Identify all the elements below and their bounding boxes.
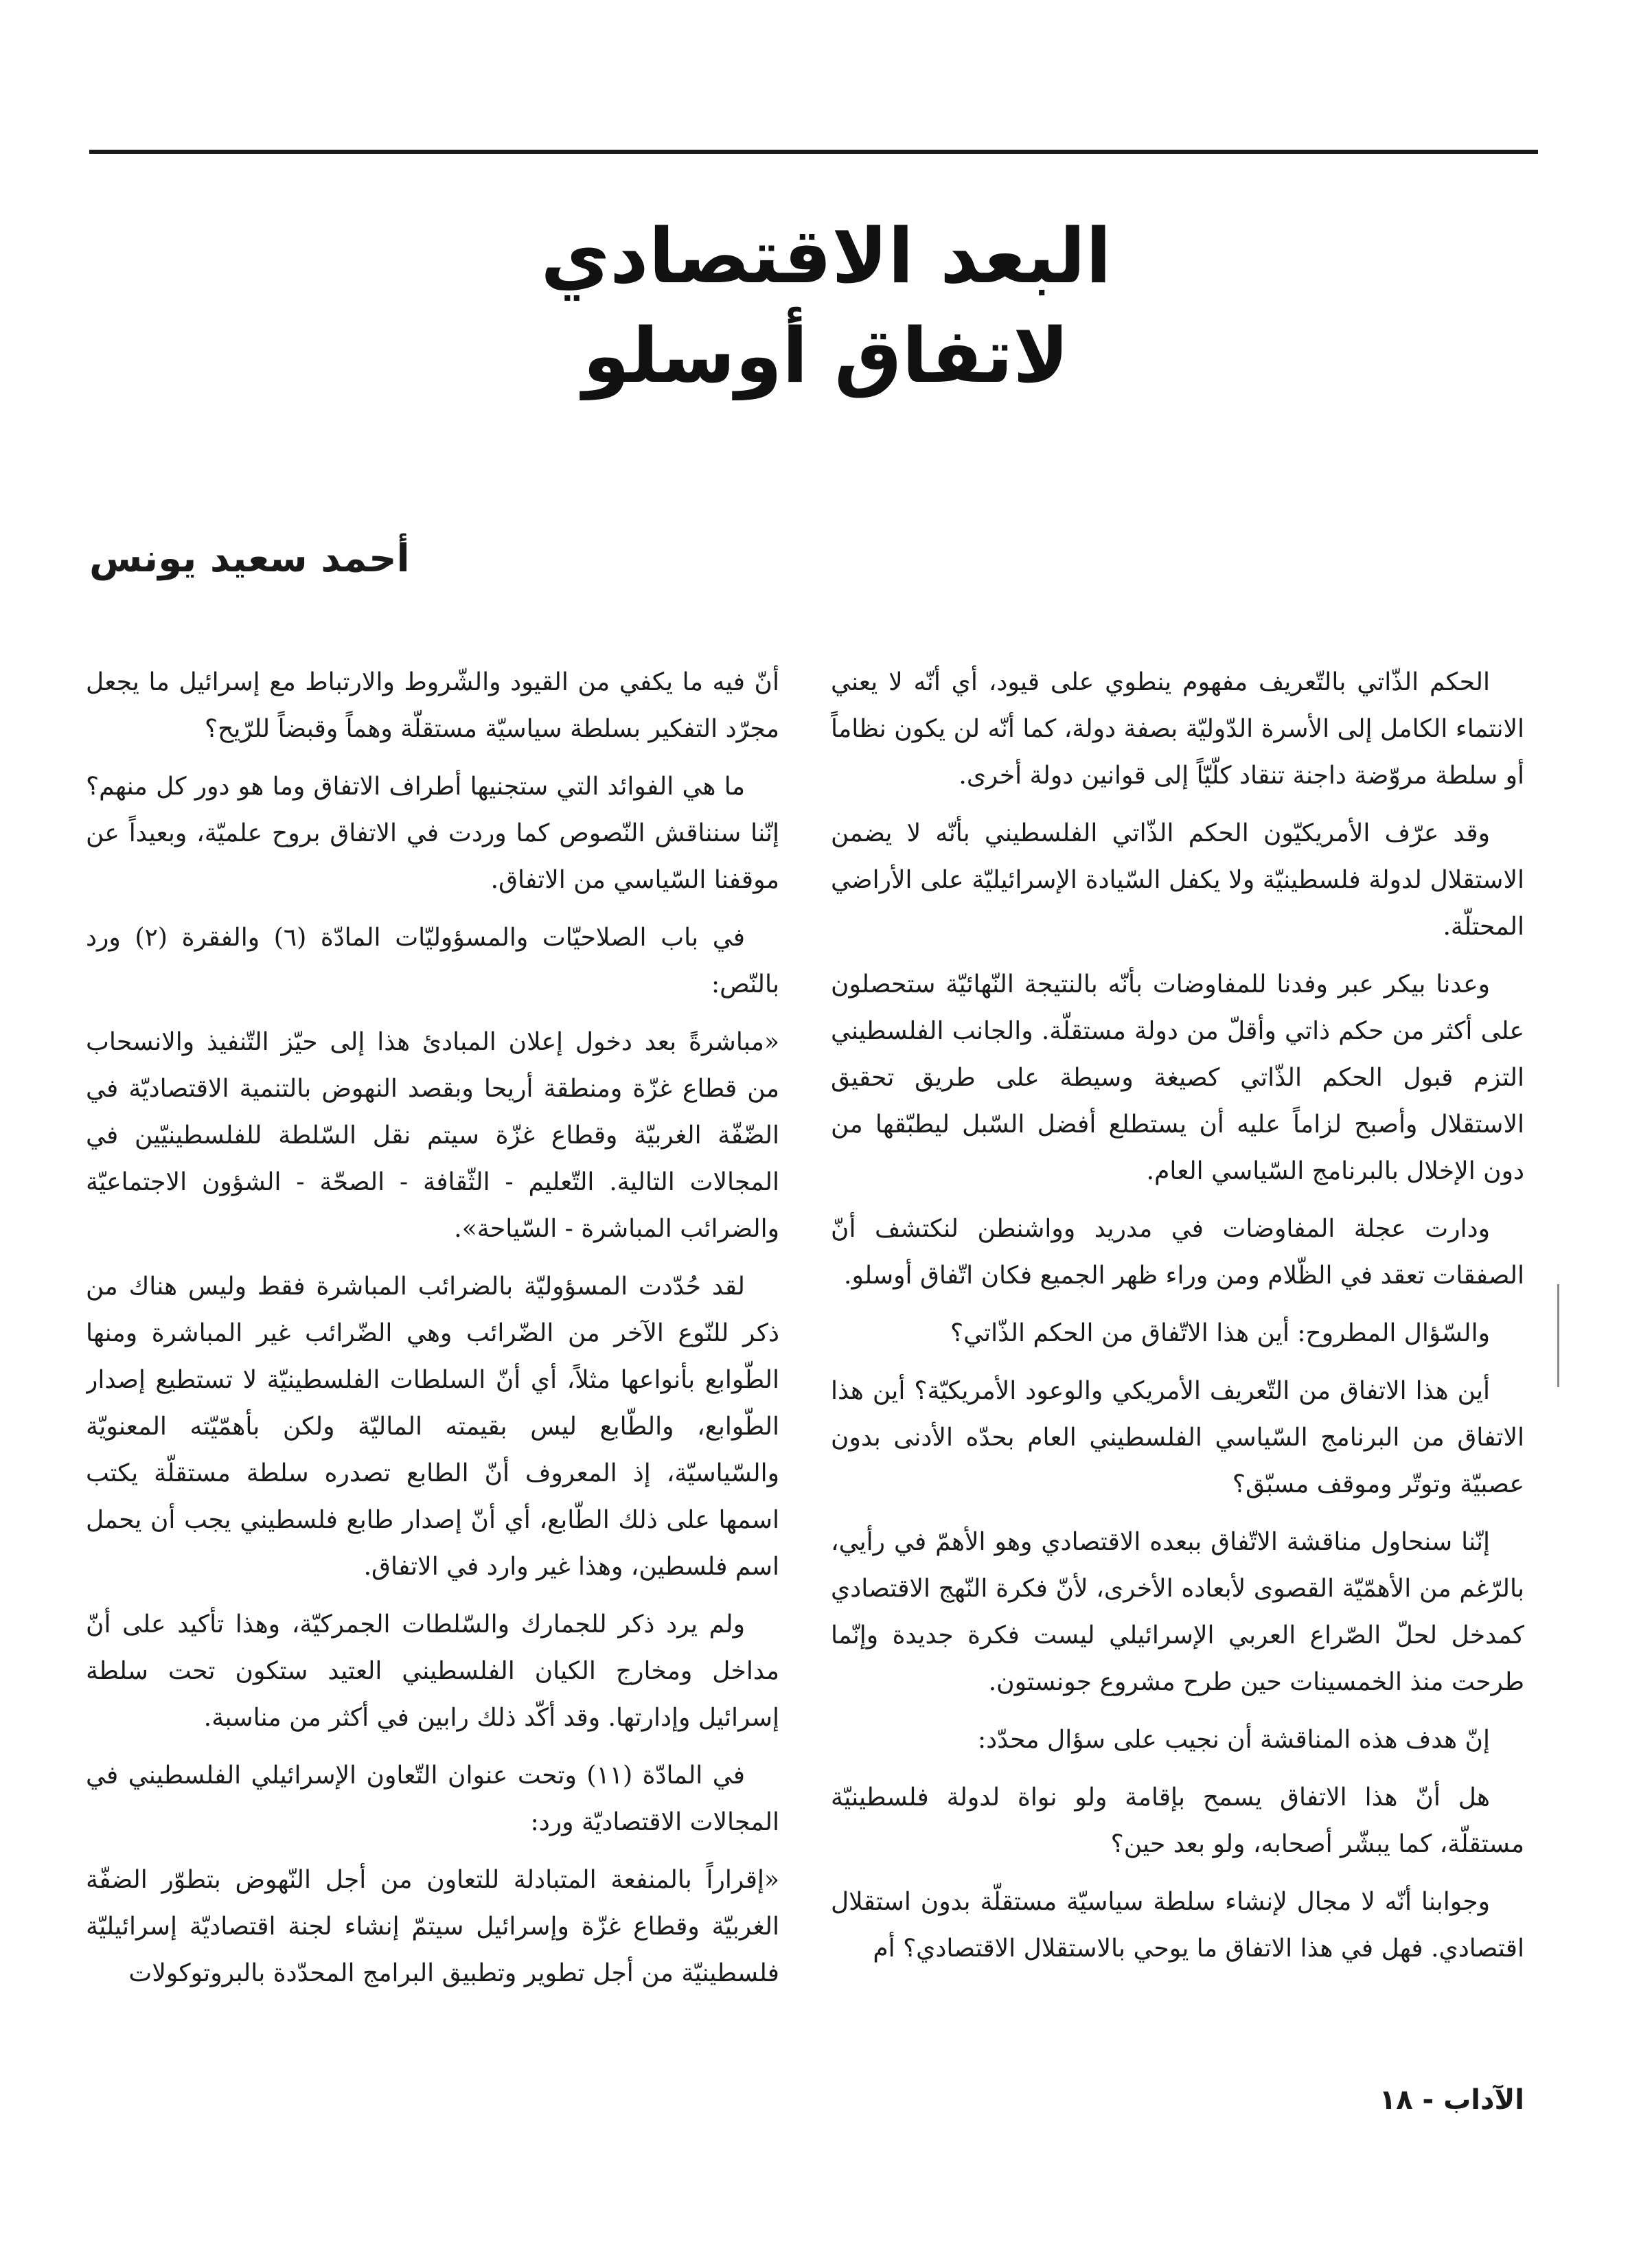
margin-mark — [1557, 1284, 1559, 1387]
paragraph: ودارت عجلة المفاوضات في مدريد وواشنطن لنكتشف أنّ الصفقات تعقد في الظّلام ومن وراء ظهر الجميع فكان اتّفاق أوسلو. — [831, 1215, 1524, 1290]
top-rule — [89, 150, 1538, 154]
paragraph: في باب الصلاحيّات والمسؤوليّات المادّة (٦) والفقرة (٢) ورد بالنّص: — [86, 924, 779, 998]
paragraph: في المادّة (١١) وتحت عنوان التّعاون الإسرائيلي الفلسطيني في المجالات الاقتصاديّة ورد: — [86, 1761, 779, 1836]
paragraph: ولم يرد ذكر للجمارك والسّلطات الجمركيّة، وهذا تأكيد على أنّ مداخل ومخارج الكيان الفلسطيني العتيد ستكون تحت سلطة إسرائيل وإدارتها. وقد أكّد ذلك رابين في أكثر من مناسبة. — [86, 1610, 779, 1732]
paragraph: وجوابنا أنّه لا مجال لإنشاء سلطة سياسيّة مستقلّة بدون استقلال اقتصادي. فهل في هذا الاتفاق ما يوحي بالاستقلال الاقتصادي؟ أم — [831, 1888, 1524, 1963]
paragraph: أنّ فيه ما يكفي من القيود والشّروط والارتباط مع إسرائيل ما يجعل مجرّد التفكير بسلطة سياسيّة مستقلّة وهماً وقبضاً للرّيح؟ — [86, 668, 779, 743]
paragraph: وعدنا بيكر عبر وفدنا للمفاوضات بأنّه بالنتيجة النّهائيّة ستحصلون على أكثر من حكم ذاتي وأقلّ من دولة مستقلّة. والجانب الفلسطيني التزم قبول الحكم الذّاتي كصيغة وسيطة على طريق تحقيق الاستقلال وأصبح لزاماً عليه أن يستطلع أفضل السّبل ليطبّقها من دون الإخلال بالبرنامج السّياسي العام. — [831, 970, 1524, 1185]
article-title-line-1: البعد الاقتصادي — [540, 212, 1112, 300]
paragraph: أين هذا الاتفاق من التّعريف الأمريكي والوعود الأمريكيّة؟ أين هذا الاتفاق من البرنامج السّياسي الفلسطيني العام بحدّه الأدنى بدون عصبيّة وتوتّر وموقف مسبّق؟ — [831, 1377, 1524, 1498]
quoted-text: «مباشرةً بعد دخول إعلان المبادئ هذا إلى حيّز التّنفيذ والانسحاب من قطاع غزّة ومنطقة أريحا وبقصد النهوض بالتنمية الاقتصاديّة في الضّفّة الغربيّة وقطاع غزّة سيتم نقل السّلطة للفلسطينيّين في المجالات التالية. التّعليم - الثّقافة - الصحّة - الشؤون الاجتماعيّة والضرائب المباشرة - السّياحة». — [86, 1028, 779, 1243]
paragraph: إنّنا سنحاول مناقشة الاتّفاق ببعده الاقتصادي وهو الأهمّ في رأيي، بالرّغم من الأهمّيّة القصوى لأبعاده الأخرى، لأنّ فكرة النّهج الاقتصادي كمدخل لحلّ الصّراع العربي الإسرائيلي ليست فكرة جديدة وإنّما طرحت منذ الخمسينات حين طرح مشروع جونستون. — [831, 1528, 1524, 1696]
article-title-line-2: لاتفاق أوسلو — [582, 312, 1070, 400]
paragraph: ما هي الفوائد التي ستجنيها أطراف الاتفاق وما هو دور كل منهم؟ إنّنا سنناقش النّصوص كما وردت في الاتفاق بروح علميّة، وبعيداً عن موقفنا السّياسي من الاتفاق. — [86, 773, 779, 894]
right-column — [831, 659, 1524, 2040]
paragraph: وقد عرّف الأمريكيّون الحكم الذّاتي الفلسطيني بأنّه لا يضمن الاستقلال لدولة فلسطينيّة ولا يكفل السّيادة الإسرائيليّة على الأراضي المحتلّة. — [831, 819, 1524, 941]
paragraph: هل أنّ هذا الاتفاق يسمح بإقامة ولو نواة لدولة فلسطينيّة مستقلّة، كما يبشّر أصحابه، ولو بعد حين؟ — [831, 1783, 1524, 1858]
left-column — [86, 659, 779, 2040]
page-footer: الآداب - ١٨ — [1379, 2084, 1524, 2116]
author-name: أحمد سعيد يونس — [89, 536, 410, 581]
paragraph: إنّ هدف هذه المناقشة أن نجيب على سؤال محدّد: — [978, 1726, 1490, 1754]
paragraph: الحكم الذّاتي بالتّعريف مفهوم ينطوي على قيود، أي أنّه لا يعني الانتماء الكامل إلى الأسرة الدّوليّة بصفة دولة، كما أنّه لن يكون نظاماً أو سلطة مروّضة داجنة تنقاد كلّيّاً إلى قوانين دولة أخرى. — [831, 668, 1524, 790]
paragraph: لقد حُدّدت المسؤوليّة بالضرائب المباشرة فقط وليس هناك من ذكر للنّوع الآخر من الضّرائب وهي الضّرائب غير المباشرة ومنها الطّوابع بأنواعها مثلاً، أي أنّ السلطات الفلسطينيّة لا تستطيع إصدار الطّوابع، والطّابع ليس بقيمته الماليّة ولكن بأهمّيّته المعنويّة والسّياسيّة، إذ المعروف أنّ الطابع تصدره سلطة مستقلّة يكتب اسمها على ذلك الطّابع، أي أنّ إصدار طابع فلسطيني يجب أن يحمل اسم فلسطين، وهذا غير وارد في الاتفاق. — [86, 1272, 779, 1581]
quoted-text: «إقراراً بالمنفعة المتبادلة للتعاون من أجل النّهوض بتطوّر الضفّة الغربيّة وقطاع غزّة وإسرائيل سيتمّ إنشاء لجنة اقتصاديّة إسرائيليّة فلسطينيّة من أجل تطوير وتطبيق البرامج المحدّدة بالبروتوكولات — [86, 1866, 779, 1987]
paragraph: والسّؤال المطروح: أين هذا الاتّفاق من الحكم الذّاتي؟ — [950, 1319, 1490, 1347]
